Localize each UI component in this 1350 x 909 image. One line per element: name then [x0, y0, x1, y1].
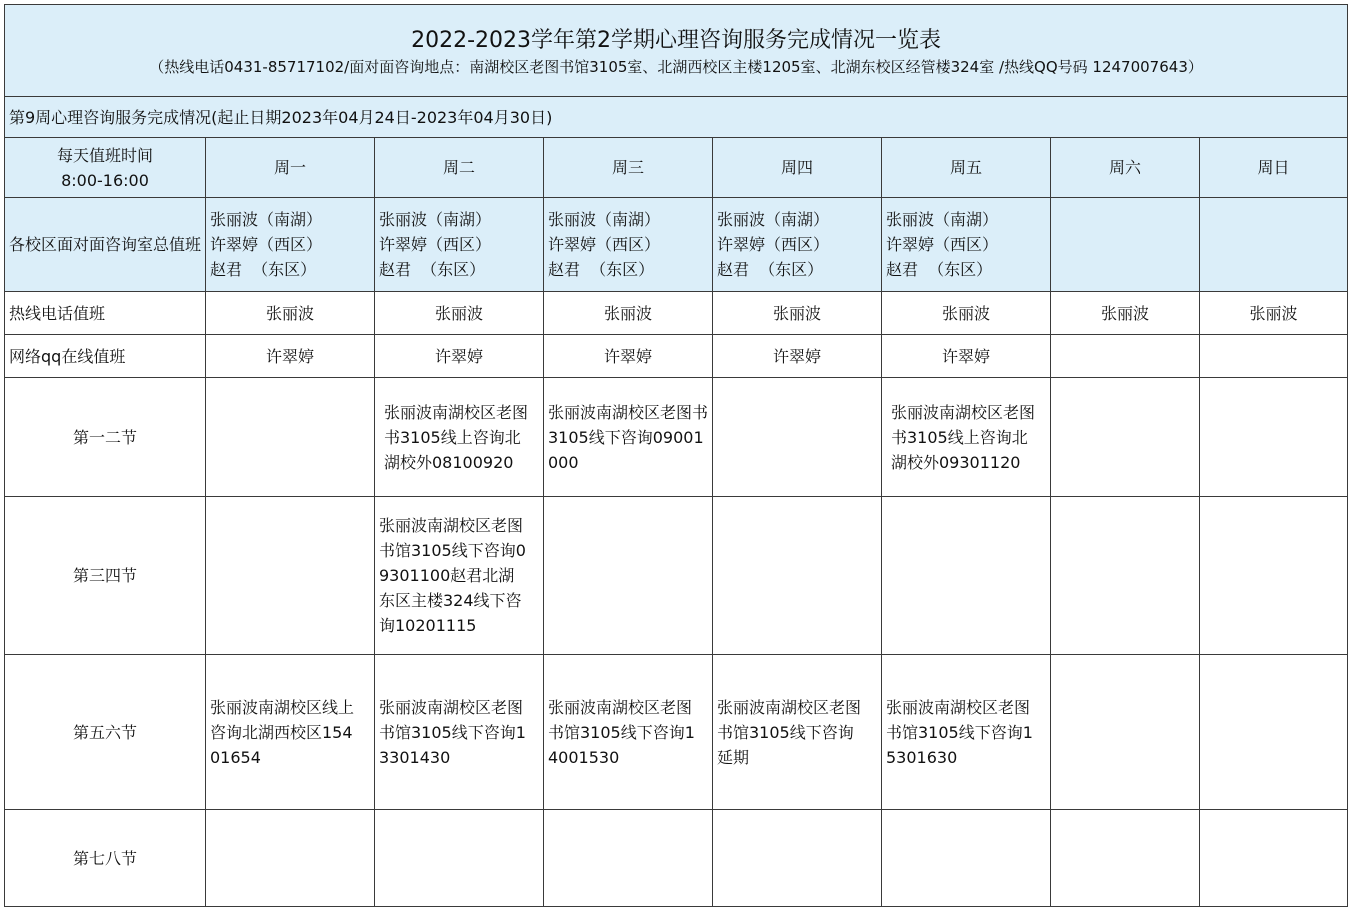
onsite-cell-wed: 张丽波（南湖） 许翠婷（西区） 赵君 （东区） [544, 198, 713, 292]
day-header-fri: 周五 [882, 138, 1051, 198]
p56-cell-tue: 张丽波南湖校区老图书馆3105线下咨询13301430 [375, 655, 544, 810]
duty-time-value: 8:00-16:00 [61, 170, 149, 190]
header-row [5, 138, 1348, 198]
p56-cell-sat [1051, 655, 1200, 810]
p78-cell-sun [1200, 810, 1348, 907]
p12-cell-thu [713, 378, 882, 497]
day-header-sat: 周六 [1051, 138, 1200, 198]
period-34-row [5, 497, 1348, 655]
p56-cell-fri: 张丽波南湖校区老图书馆3105线下咨询15301630 [882, 655, 1051, 810]
online-row [5, 335, 1348, 378]
onsite-cell-thu: 张丽波（南湖） 许翠婷（西区） 赵君 （东区） [713, 198, 882, 292]
duty-time-header [5, 138, 206, 198]
p78-cell-wed [544, 810, 713, 907]
p56-cell-thu: 张丽波南湖校区老图书馆3105线下咨询延期 [713, 655, 882, 810]
onsite-cell-tue: 张丽波（南湖） 许翠婷（西区） 赵君 （东区） [375, 198, 544, 292]
online-cell-fri: 许翠婷 [882, 335, 1051, 378]
hotline-cell-thu: 张丽波 [713, 292, 882, 335]
onsite-cell-sun [1200, 198, 1348, 292]
onsite-row [5, 198, 1348, 292]
row-label-period-56: 第五六节 [5, 655, 206, 810]
hotline-row [5, 292, 1348, 335]
title-cell [5, 5, 1348, 97]
period-56-row [5, 655, 1348, 810]
schedule-table [4, 4, 1348, 907]
p56-cell-sun [1200, 655, 1348, 810]
hotline-cell-fri: 张丽波 [882, 292, 1051, 335]
hotline-cell-wed: 张丽波 [544, 292, 713, 335]
p34-cell-wed [544, 497, 713, 655]
row-label-period-12: 第一二节 [5, 378, 206, 497]
online-cell-wed: 许翠婷 [544, 335, 713, 378]
row-label-online: 网络qq在线值班 [5, 335, 206, 378]
row-label-period-78: 第七八节 [5, 810, 206, 907]
hotline-cell-sun: 张丽波 [1200, 292, 1348, 335]
p12-cell-tue: 张丽波南湖校区老图书3105线上咨询北湖校外08100920 [375, 378, 544, 497]
p78-cell-sat [1051, 810, 1200, 907]
hotline-cell-sat: 张丽波 [1051, 292, 1200, 335]
p34-cell-tue: 张丽波南湖校区老图书馆3105线下咨询09301100赵君北湖东区主楼324线下咨询10201115 [375, 497, 544, 655]
day-header-tue: 周二 [375, 138, 544, 198]
p34-cell-mon [206, 497, 375, 655]
p56-cell-mon: 张丽波南湖校区线上咨询北湖西校区15401654 [206, 655, 375, 810]
p78-cell-mon [206, 810, 375, 907]
online-cell-thu: 许翠婷 [713, 335, 882, 378]
sheet-subtitle: （热线电话0431-85717102/面对面咨询地点：南湖校区老图书馆3105室、北湖西校区主楼1205室、北湖东校区经管楼324室 /热线QQ号码 1247007643） [149, 57, 1203, 76]
row-label-hotline: 热线电话值班 [5, 292, 206, 335]
p12-cell-sun [1200, 378, 1348, 497]
online-cell-sun [1200, 335, 1348, 378]
p56-cell-wed: 张丽波南湖校区老图书馆3105线下咨询14001530 [544, 655, 713, 810]
online-cell-mon: 许翠婷 [206, 335, 375, 378]
p34-cell-fri [882, 497, 1051, 655]
day-header-mon: 周一 [206, 138, 375, 198]
duty-time-label: 每天值班时间 [56, 145, 153, 165]
p34-cell-sun [1200, 497, 1348, 655]
p12-cell-mon [206, 378, 375, 497]
online-cell-tue: 许翠婷 [375, 335, 544, 378]
p78-cell-thu [713, 810, 882, 907]
day-header-thu: 周四 [713, 138, 882, 198]
onsite-cell-fri: 张丽波（南湖） 许翠婷（西区） 赵君 （东区） [882, 198, 1051, 292]
week-row [5, 97, 1348, 138]
p12-cell-sat [1051, 378, 1200, 497]
hotline-cell-mon: 张丽波 [206, 292, 375, 335]
p34-cell-sat [1051, 497, 1200, 655]
p12-cell-fri: 张丽波南湖校区老图书3105线上咨询北湖校外09301120 [882, 378, 1051, 497]
period-78-row [5, 810, 1348, 907]
period-12-row [5, 378, 1348, 497]
onsite-cell-mon: 张丽波（南湖） 许翠婷（西区） 赵君 （东区） [206, 198, 375, 292]
row-label-onsite: 各校区面对面咨询室总值班 [5, 198, 206, 292]
online-cell-sat [1051, 335, 1200, 378]
row-label-period-34: 第三四节 [5, 497, 206, 655]
hotline-cell-tue: 张丽波 [375, 292, 544, 335]
sheet-title: 2022-2023学年第2学期心理咨询服务完成情况一览表 [411, 27, 942, 53]
p12-cell-wed: 张丽波南湖校区老图书3105线下咨询09001000 [544, 378, 713, 497]
week-info: 第9周心理咨询服务完成情况(起止日期2023年04月24日-2023年04月30日) [5, 97, 1348, 138]
p34-cell-thu [713, 497, 882, 655]
day-header-sun: 周日 [1200, 138, 1348, 198]
title-row [5, 5, 1348, 97]
p78-cell-fri [882, 810, 1051, 907]
day-header-wed: 周三 [544, 138, 713, 198]
p78-cell-tue [375, 810, 544, 907]
onsite-cell-sat [1051, 198, 1200, 292]
